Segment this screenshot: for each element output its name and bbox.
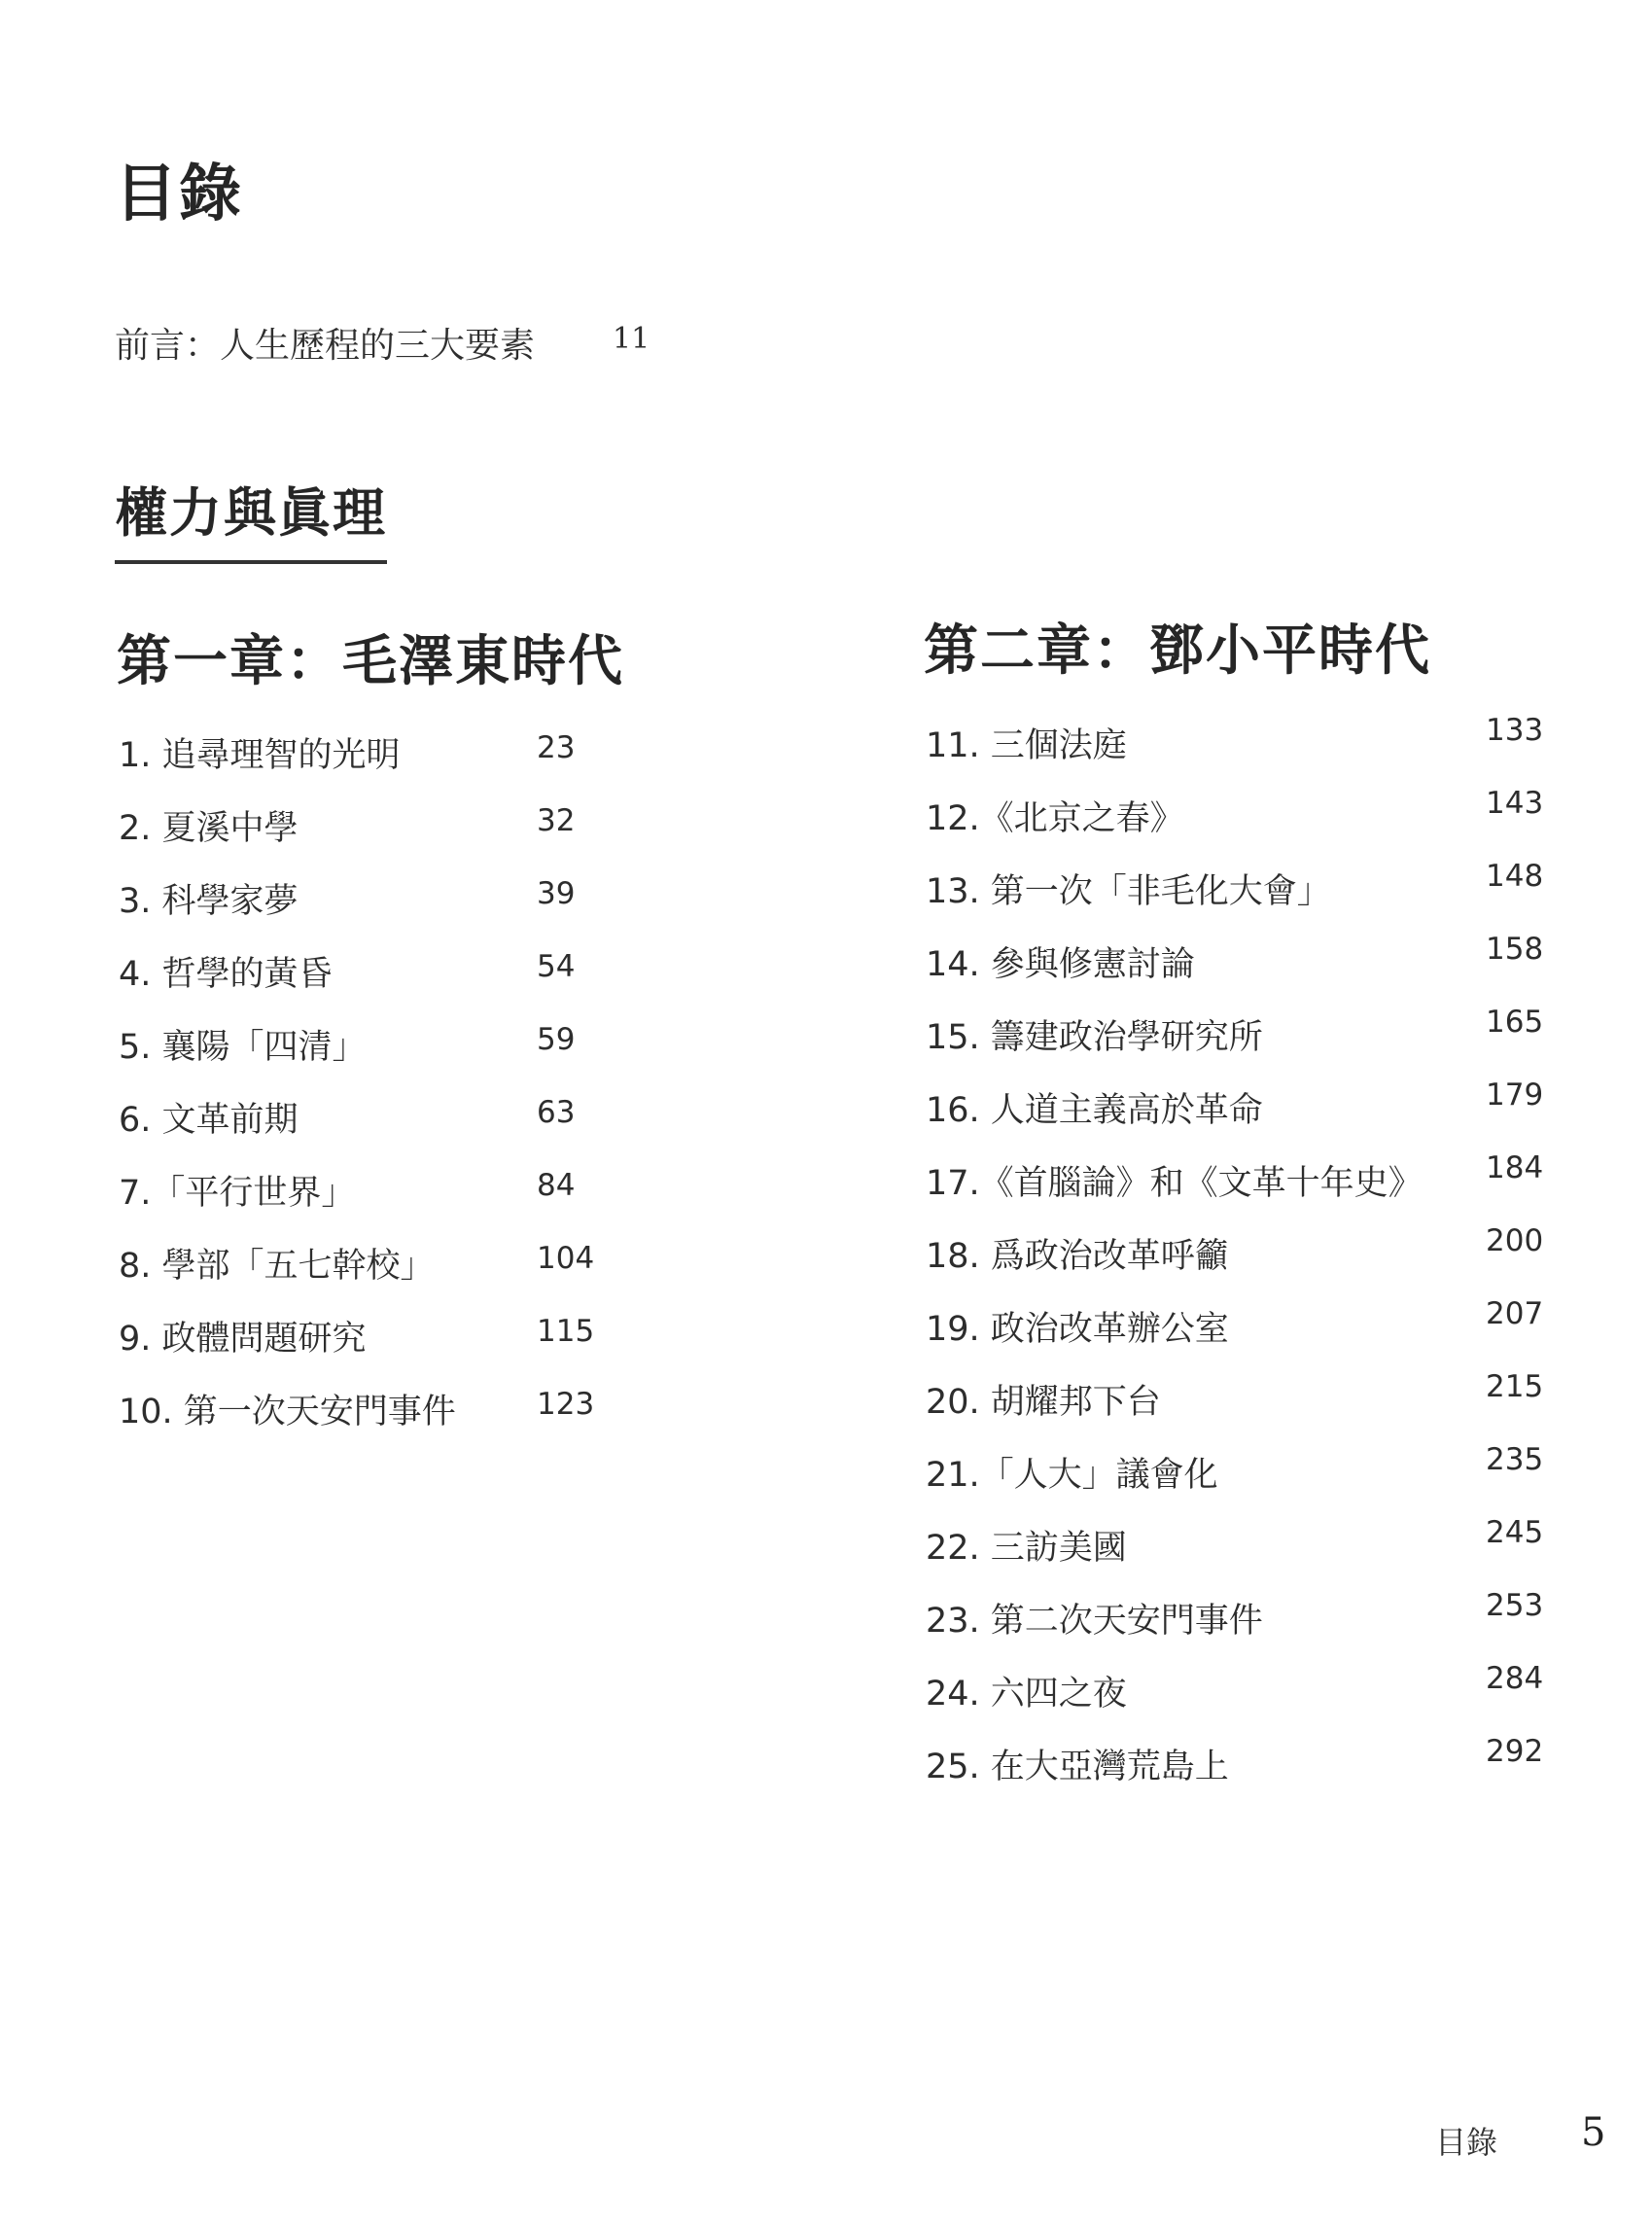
toc-entry-title: 22. 三訪美國 [926,1529,1127,1568]
toc-entry[interactable] [119,728,644,801]
toc-entry-page: 84 [537,1168,576,1203]
toc-entry-page: 207 [1486,1296,1544,1331]
toc-entry-title: 21.「人大」議會化 [926,1456,1218,1495]
toc-entry-title: 15. 籌建政治學研究所 [926,1018,1263,1057]
toc-entry[interactable] [926,1296,1558,1375]
toc-entry[interactable] [926,932,1558,1010]
toc-entry-page: 292 [1486,1734,1544,1769]
toc-entry-page: 253 [1486,1588,1544,1623]
toc-entry[interactable] [119,801,644,874]
toc-entry[interactable] [926,1515,1558,1594]
toc-entry[interactable] [926,1223,1558,1302]
footer-section-label: 目錄 [1435,2124,1498,2161]
toc-entry[interactable] [119,947,644,1020]
toc-entry[interactable] [926,1369,1558,1448]
toc-entry-page: 148 [1486,859,1544,894]
toc-entry[interactable] [926,859,1558,937]
toc-entry-page: 133 [1486,713,1544,748]
toc-entry-page: 165 [1486,1005,1544,1040]
toc-entry-title: 2. 夏溪中學 [119,809,299,848]
toc-entry-title: 6. 文革前期 [119,1101,299,1140]
toc-entry[interactable] [119,874,644,947]
toc-entry[interactable] [926,1442,1558,1521]
toc-entry-title: 14. 參與修憲討論 [926,945,1195,984]
toc-entry-title: 16. 人道主義高於革命 [926,1091,1263,1130]
toc-entry[interactable] [926,1588,1558,1667]
toc-entry-page: 158 [1486,932,1544,967]
toc-entry[interactable] [926,1005,1558,1083]
toc-entry[interactable] [119,1020,644,1093]
chapter-2-toc-list [926,713,1558,1813]
toc-entry-title: 18. 爲政治改革呼籲 [926,1237,1229,1276]
chapter-2-title: 第二章：鄧小平時代 [924,619,1431,683]
toc-entry-page: 179 [1486,1078,1544,1113]
preface-entry[interactable] [115,318,650,368]
toc-entry[interactable] [119,1166,644,1239]
chapter-1-toc-list [119,728,644,1458]
toc-entry[interactable] [926,713,1558,792]
toc-entry[interactable] [926,1150,1558,1229]
toc-entry-title: 24. 六四之夜 [926,1675,1127,1714]
toc-entry-title: 12.《北京之春》 [926,799,1184,838]
toc-entry-title: 20. 胡耀邦下台 [926,1383,1161,1422]
chapter-1-title: 第一章：毛澤東時代 [117,630,624,693]
preface-page-number: 11 [613,322,650,356]
footer-page-number: 5 [1581,2110,1606,2155]
toc-entry-page: 284 [1486,1661,1544,1696]
toc-entry[interactable] [119,1239,644,1312]
toc-entry-title: 10. 第一次天安門事件 [119,1393,456,1431]
toc-entry[interactable] [926,1734,1558,1813]
toc-entry-title: 23. 第二次天安門事件 [926,1602,1263,1641]
toc-entry-page: 39 [537,876,576,911]
part-title: 權力與眞理 [115,472,387,564]
toc-entry[interactable] [119,1093,644,1166]
toc-entry[interactable] [926,1078,1558,1156]
toc-entry-title: 17.《首腦論》和《文革十年史》 [926,1164,1423,1203]
toc-entry-page: 123 [537,1387,595,1422]
toc-entry-page: 235 [1486,1442,1544,1477]
toc-entry-page: 63 [537,1095,576,1130]
toc-entry-title: 4. 哲學的黃昏 [119,955,333,994]
toc-entry-page: 59 [537,1022,576,1057]
toc-entry-title: 19. 政治改革辦公室 [926,1310,1229,1349]
toc-entry-title: 9. 政體問題研究 [119,1320,367,1359]
toc-entry-title: 1. 追尋理智的光明 [119,736,401,775]
toc-entry-page: 200 [1486,1223,1544,1258]
toc-entry[interactable] [119,1312,644,1385]
preface-title: 前言：人生歷程的三大要素 [115,326,536,366]
toc-entry-page: 115 [537,1314,595,1349]
toc-entry-page: 23 [537,730,576,765]
toc-entry-title: 7.「平行世界」 [119,1174,356,1213]
toc-entry-title: 13. 第一次「非毛化大會」 [926,872,1331,911]
toc-entry-title: 5. 襄陽「四清」 [119,1028,367,1067]
toc-entry[interactable] [926,786,1558,865]
toc-entry[interactable] [926,1661,1558,1740]
toc-entry-title: 25. 在大亞灣荒島上 [926,1748,1229,1786]
toc-entry-page: 32 [537,803,576,838]
toc-entry-page: 245 [1486,1515,1544,1550]
toc-entry-page: 54 [537,949,576,984]
toc-entry-title: 8. 學部「五七幹校」 [119,1247,435,1286]
page-title: 目錄 [115,159,243,230]
toc-entry-title: 3. 科學家夢 [119,882,299,921]
toc-entry-page: 143 [1486,786,1544,821]
toc-entry[interactable] [119,1385,644,1458]
toc-entry-title: 11. 三個法庭 [926,726,1127,765]
toc-entry-page: 184 [1486,1150,1544,1185]
toc-entry-page: 104 [537,1241,595,1276]
toc-entry-page: 215 [1486,1369,1544,1404]
